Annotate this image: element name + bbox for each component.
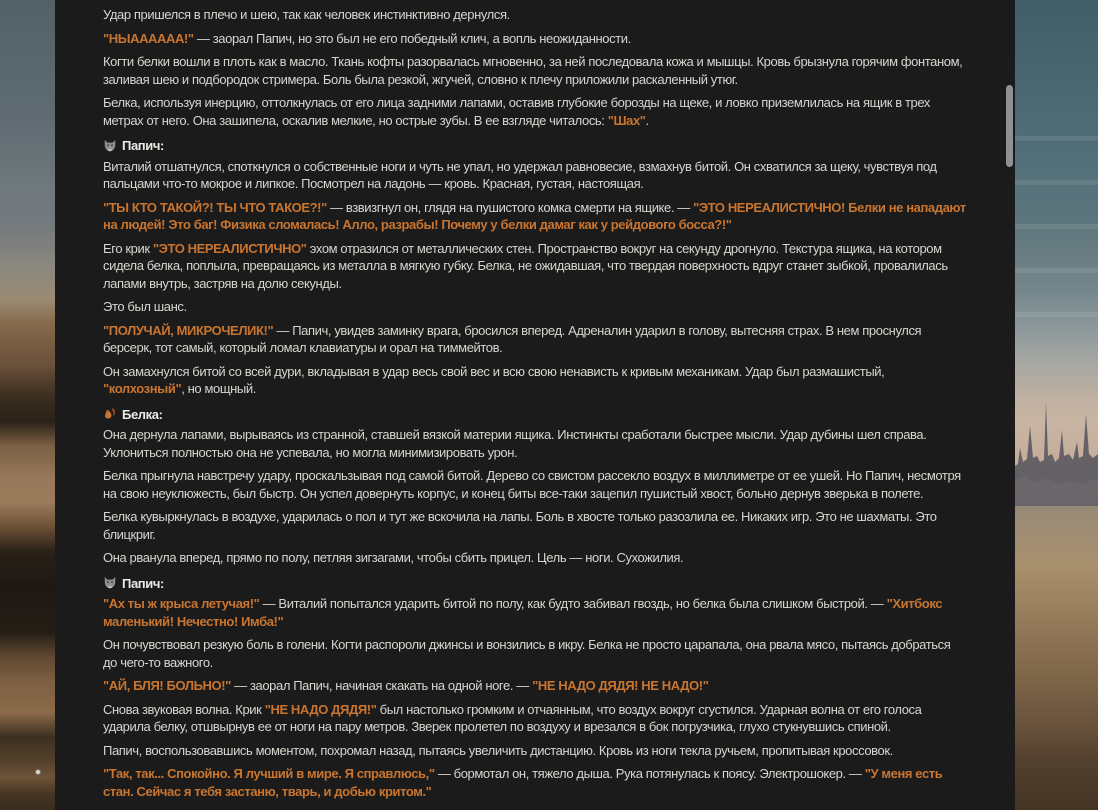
narration-text: Белка кувыркнулась в воздухе, ударилась о пол и тут же вскочила на лапы. Боль в хвосте только разозлила ее. Никаких игр. Это не шахматы. Это блицкриг. — [103, 509, 937, 542]
speech-quote: "Хитбокс маленький! Нечестно! Имба!" — [103, 596, 943, 629]
story-paragraph — [103, 508, 967, 543]
speech-quote: "ЭТО НЕРЕАЛИСТИЧНО! Белки не нападают на людей! Это баг! Физика сломалась! Алло, разрабы! Почему у белки дамаг как у рейдового босса?!" — [103, 199, 966, 232]
narration-text: Виталий отшатнулся, споткнулся о собственные ноги и чуть не упал, но удержал равновесие, взмахнув битой. Он схватился за щеку, чувствуя под пальцами что-то мокрое и липкое. Посмотрел на ладонь — кровь. Красная, густая, настоящая. — [103, 158, 937, 191]
story-paragraph — [103, 240, 967, 293]
narration-text: — Виталий попытался ударить битой по полу, как будто забивал гвоздь, но белка была слишком быстрой. — — [259, 596, 887, 611]
speech-quote: "НЕ НАДО ДЯДЯ!" — [264, 701, 377, 717]
story-panel — [55, 0, 1015, 810]
narration-text: — бормотал он, тяжело дыша. Рука потянулась к поясу. Электрошокер. — — [434, 766, 865, 781]
tower-silhouettes-graphic — [1015, 396, 1098, 506]
story-paragraph — [103, 742, 967, 760]
background-landscape-right — [1015, 0, 1098, 810]
narration-text: эхом отразился от металлических стен. Пространство вокруг на секунду дрогнуло. Текстура ящика, на котором сидела белка, поплыла, превращаясь из металла в мягкую губку. Белка, не ожидавшая, что твердая поверхность вдруг станет зыбкой, провалилась лапами внутрь, застряв на долю секунды. — [103, 240, 948, 291]
narration-text: Его крик — [103, 240, 153, 256]
speech-quote: "Так, так... Спокойно. Я лучший в мире. Я справлюсь," — [103, 766, 435, 781]
narration-text: был настолько громким и отчаянным, что воздух вокруг сгустился. Ударная волна от его голоса ударила белку, отшвырнув ее от ноги на пару метров. Зверек пролетел по воздуху и врезался в бок погрузчика, глухо стукнувшись спиной. — [103, 701, 922, 734]
story-paragraph — [103, 158, 967, 193]
squirrel-icon — [103, 407, 117, 421]
speech-quote: "НЕ НАДО ДЯДЯ! НЕ НАДО!" — [532, 678, 709, 693]
narration-text: Снова звуковая волна. Крик — [103, 701, 265, 717]
story-paragraph — [103, 467, 967, 502]
narration-text: Это был шанс. — [103, 299, 187, 314]
narration-text: Когти белки вошли в плоть как в масло. Ткань кофты разорвалась мгновенно, за ней последовала кожа и мышцы. Кровь брызнула горячим фонтаном, заливая шею и подбородок стримера. Боль была резкой, жгучей, словно к плечу приложили раскаленный утюг. — [103, 54, 963, 87]
speech-quote: "НЫАААААА!" — [103, 30, 194, 46]
character-header — [103, 137, 967, 155]
scrollbar-thumb[interactable] — [1006, 85, 1013, 167]
speech-quote: "ТЫ КТО ТАКОЙ?! ТЫ ЧТО ТАКОЕ?!" — [103, 199, 327, 215]
wolf-icon — [103, 139, 117, 153]
narration-text: — Папич, увидев заминку врага, бросился вперед. Адреналин ударил в голову, вытесняя страх. В нем проснулся берсерк, тот самый, который ломал клавиатуры и орал на тиммейтов. — [103, 322, 922, 355]
narration-text: Она рванула вперед, прямо по полу, петляя зигзагами, чтобы сбить прицел. Цель — ноги. Сухожилия. — [103, 550, 684, 565]
story-paragraph — [103, 363, 967, 398]
character-header — [103, 575, 967, 593]
story-paragraph — [103, 677, 967, 695]
cloud-streaks-graphic — [1015, 110, 1098, 330]
speech-quote: "У меня есть стан. Сейчас я тебя застаню, тварь, и добью критом." — [103, 766, 943, 799]
story-paragraph — [103, 701, 967, 736]
speech-quote: "ЭТО НЕРЕАЛИСТИЧНО" — [152, 240, 307, 256]
character-header — [103, 406, 967, 424]
background-landscape-left — [0, 0, 55, 810]
story-paragraph — [103, 53, 967, 88]
narration-text: — заорал Папич, начиная скакать на одной ноге. — — [230, 678, 533, 693]
speech-quote: "АЙ, БЛЯ! БОЛЬНО!" — [103, 678, 231, 693]
narration-text: Белка, используя инерцию, оттолкнулась от его лица задними лапами, оставив глубокие борозды на щеке, и ловко приземлилась на ящик в трех метрах от него. Она зашипела, оскалив мелкие, но острые зубы. В ее взгляде читалось: — [103, 95, 931, 128]
character-name: Папич: — [122, 575, 164, 591]
narration-text: Белка прыгнула навстречу удару, проскальзывая под самой битой. Дерево со свистом рассекло воздух в миллиметре от ее ушей. Но Папич, несмотря на свою неуклюжесть, был быстр. Он успел довернуть корпус, и конец биты все-таки зацепил пушистый хвост, больно дернув зверька в полете. — [103, 468, 961, 501]
character-name: Папич: — [122, 138, 164, 153]
scrollbar[interactable] — [1004, 0, 1015, 810]
speech-quote: "Ах ты ж крыса летучая!" — [103, 596, 260, 611]
speech-quote: "ПОЛУЧАЙ, МИКРОЧЕЛИК!" — [103, 322, 274, 338]
character-name: Белка: — [122, 406, 163, 422]
narration-text: — взвизгнул он, глядя на пушистого комка смерти на ящике. — — [326, 199, 694, 215]
narration-text: Она дернула лапами, вырываясь из странной, ставшей вязкой материи ящика. Инстинкты сработали быстрее мысли. Удар дубины шел справа. Уклониться полностью она не успевала, но могла минимизировать урон. — [103, 427, 927, 460]
narration-text: . — [645, 112, 649, 128]
story-paragraph — [103, 595, 967, 630]
story-paragraph — [103, 426, 967, 461]
story-paragraph — [103, 322, 967, 357]
story-paragraph — [103, 636, 967, 671]
narration-text: Он почувствовал резкую боль в голени. Когти распороли джинсы и вонзились в икру. Белка не просто царапала, она рвала мясо, пытаясь добраться до чего-то важного. — [103, 637, 951, 670]
narration-text: , но мощный. — [181, 381, 256, 396]
story-paragraph — [103, 199, 967, 234]
story-content — [103, 0, 967, 806]
speech-quote: "Шах" — [607, 112, 646, 128]
story-paragraph — [103, 549, 967, 567]
narration-text: Папич, воспользовавшись моментом, похромал назад, пытаясь увеличить дистанцию. Кровь из ноги текла ручьем, пропитывая кроссовок. — [103, 742, 893, 758]
story-paragraph — [103, 6, 967, 24]
narration-text: Он замахнулся битой со всей дури, вкладывая в удар весь свой вес и всю свою ненависть к кривым механикам. Удар был размашистый, — [103, 363, 885, 379]
story-paragraph — [103, 30, 967, 48]
narration-text: Удар пришелся в плечо и шею, так как человек инстинктивно дернулся. — [103, 7, 510, 22]
narration-text: — заорал Папич, но это был не его победный клич, а вопль неожиданности. — [193, 30, 631, 46]
story-paragraph — [103, 765, 967, 800]
wolf-icon — [103, 576, 117, 590]
story-paragraph — [103, 94, 967, 129]
story-paragraph — [103, 298, 967, 316]
speech-quote: "колхозный" — [103, 381, 182, 396]
